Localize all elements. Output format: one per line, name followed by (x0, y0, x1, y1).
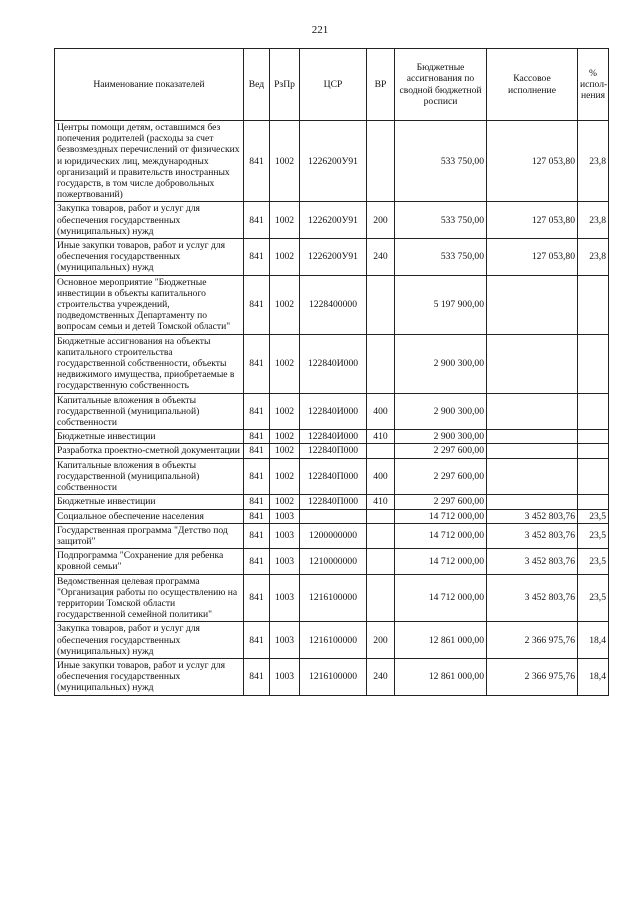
row-rzpr: 1002 (270, 275, 300, 334)
row-cash: 3 452 803,76 (487, 549, 578, 574)
row-name: Иные закупки товаров, работ и услуг для обеспечения государственных (муниципальных) нужд (55, 239, 244, 276)
header-budget: Бюджетные ассигнования по сводной бюджетной росписи (395, 49, 487, 121)
table-row (55, 121, 609, 202)
row-rzpr: 1002 (270, 393, 300, 430)
row-ved: 841 (244, 239, 270, 276)
table-row (55, 622, 609, 659)
row-name: Государственная программа "Детство под защитой" (55, 523, 244, 548)
row-vr (367, 334, 395, 393)
row-csr: 1210000000 (300, 549, 367, 574)
header-vr: ВР (367, 49, 395, 121)
row-budget: 533 750,00 (395, 121, 487, 202)
table-row (55, 523, 609, 548)
row-csr: 1200000000 (300, 523, 367, 548)
row-budget: 14 712 000,00 (395, 574, 487, 622)
row-vr (367, 444, 395, 458)
row-name: Капитальные вложения в объекты государственной (муниципальной) собственности (55, 393, 244, 430)
row-percent: 23,5 (578, 523, 609, 548)
row-cash (487, 495, 578, 509)
table-header-row (55, 49, 609, 121)
row-csr: 1226200У91 (300, 202, 367, 239)
row-ved: 841 (244, 444, 270, 458)
row-csr: 1216100000 (300, 622, 367, 659)
row-ved: 841 (244, 622, 270, 659)
row-ved: 841 (244, 202, 270, 239)
row-budget: 12 861 000,00 (395, 622, 487, 659)
row-vr (367, 275, 395, 334)
row-budget: 14 712 000,00 (395, 509, 487, 523)
row-rzpr: 1002 (270, 202, 300, 239)
row-budget: 2 900 300,00 (395, 430, 487, 444)
row-vr (367, 121, 395, 202)
row-vr: 240 (367, 658, 395, 695)
row-ved: 841 (244, 121, 270, 202)
row-rzpr: 1002 (270, 430, 300, 444)
row-budget: 2 297 600,00 (395, 444, 487, 458)
row-vr: 400 (367, 458, 395, 495)
row-percent: 23,5 (578, 574, 609, 622)
row-percent (578, 275, 609, 334)
row-percent (578, 393, 609, 430)
row-csr: 122840И000 (300, 393, 367, 430)
row-rzpr: 1003 (270, 509, 300, 523)
budget-execution-table (54, 48, 609, 696)
row-ved: 841 (244, 275, 270, 334)
row-name: Основное мероприятие "Бюджетные инвестиции в объекты капитального строительства учреждений, подведомственных Департаменту по вопросам семьи и детей Томской области" (55, 275, 244, 334)
row-percent: 18,4 (578, 658, 609, 695)
row-budget: 14 712 000,00 (395, 549, 487, 574)
row-rzpr: 1003 (270, 658, 300, 695)
row-csr: 122840И000 (300, 334, 367, 393)
row-rzpr: 1002 (270, 334, 300, 393)
row-cash (487, 334, 578, 393)
row-name: Ведомственная целевая программа "Организация работы по осуществлению на территории Томской области государственной семейной политики" (55, 574, 244, 622)
row-cash: 127 053,80 (487, 121, 578, 202)
row-csr: 1228400000 (300, 275, 367, 334)
header-cash: Кассовое исполнение (487, 49, 578, 121)
row-vr: 400 (367, 393, 395, 430)
row-percent: 23,8 (578, 239, 609, 276)
row-budget: 533 750,00 (395, 202, 487, 239)
page-number: 221 (311, 24, 329, 36)
row-ved: 841 (244, 334, 270, 393)
row-percent (578, 430, 609, 444)
row-budget: 2 297 600,00 (395, 495, 487, 509)
row-cash (487, 275, 578, 334)
table-row (55, 334, 609, 393)
table-row (55, 430, 609, 444)
row-csr: 1226200У91 (300, 121, 367, 202)
row-name: Иные закупки товаров, работ и услуг для обеспечения государственных (муниципальных) нужд (55, 658, 244, 695)
row-percent: 23,5 (578, 549, 609, 574)
row-vr: 410 (367, 495, 395, 509)
row-cash: 127 053,80 (487, 202, 578, 239)
row-csr: 122840И000 (300, 430, 367, 444)
row-budget: 2 297 600,00 (395, 458, 487, 495)
row-name: Капитальные вложения в объекты государственной (муниципальной) собственности (55, 458, 244, 495)
row-rzpr: 1002 (270, 444, 300, 458)
table-body (55, 121, 609, 696)
row-budget: 533 750,00 (395, 239, 487, 276)
row-percent: 23,8 (578, 121, 609, 202)
row-csr: 122840П000 (300, 444, 367, 458)
row-percent (578, 495, 609, 509)
row-budget: 14 712 000,00 (395, 523, 487, 548)
row-vr: 200 (367, 622, 395, 659)
row-cash: 2 366 975,76 (487, 658, 578, 695)
row-percent (578, 458, 609, 495)
row-rzpr: 1003 (270, 549, 300, 574)
row-name: Закупка товаров, работ и услуг для обеспечения государственных (муниципальных) нужд (55, 622, 244, 659)
header-ved: Вед (244, 49, 270, 121)
row-rzpr: 1003 (270, 622, 300, 659)
row-percent: 23,8 (578, 202, 609, 239)
row-percent (578, 334, 609, 393)
row-vr (367, 523, 395, 548)
table-row (55, 658, 609, 695)
row-name: Бюджетные инвестиции (55, 430, 244, 444)
row-budget: 5 197 900,00 (395, 275, 487, 334)
row-budget: 2 900 300,00 (395, 334, 487, 393)
header-rzpr: РзПр (270, 49, 300, 121)
row-name: Разработка проектно-сметной документации (55, 444, 244, 458)
row-ved: 841 (244, 509, 270, 523)
row-rzpr: 1003 (270, 574, 300, 622)
row-vr: 240 (367, 239, 395, 276)
table-row (55, 444, 609, 458)
row-percent (578, 444, 609, 458)
row-csr (300, 509, 367, 523)
row-ved: 841 (244, 495, 270, 509)
row-ved: 841 (244, 658, 270, 695)
row-cash: 3 452 803,76 (487, 509, 578, 523)
table-row (55, 495, 609, 509)
table-row (55, 239, 609, 276)
row-percent: 23,5 (578, 509, 609, 523)
row-cash: 3 452 803,76 (487, 574, 578, 622)
row-name: Социальное обеспечение населения (55, 509, 244, 523)
row-ved: 841 (244, 458, 270, 495)
row-csr: 122840П000 (300, 458, 367, 495)
row-cash (487, 444, 578, 458)
row-cash: 3 452 803,76 (487, 523, 578, 548)
row-ved: 841 (244, 523, 270, 548)
row-cash (487, 393, 578, 430)
row-vr (367, 574, 395, 622)
row-name: Закупка товаров, работ и услуг для обеспечения государственных (муниципальных) нужд (55, 202, 244, 239)
table-row (55, 202, 609, 239)
row-rzpr: 1002 (270, 121, 300, 202)
row-cash: 127 053,80 (487, 239, 578, 276)
row-cash (487, 430, 578, 444)
row-vr (367, 509, 395, 523)
row-csr: 122840П000 (300, 495, 367, 509)
header-name: Наименование показателей (55, 49, 244, 121)
table-row (55, 458, 609, 495)
row-rzpr: 1003 (270, 523, 300, 548)
row-ved: 841 (244, 574, 270, 622)
row-vr: 200 (367, 202, 395, 239)
row-ved: 841 (244, 393, 270, 430)
row-vr: 410 (367, 430, 395, 444)
row-name: Подпрограмма "Сохранение для ребенка кровной семьи" (55, 549, 244, 574)
row-cash (487, 458, 578, 495)
row-percent: 18,4 (578, 622, 609, 659)
row-name: Бюджетные ассигнования на объекты капитального строительства государственной собственности, объекты недвижимого имущества, приобретаемые в государственную собственность (55, 334, 244, 393)
row-budget: 2 900 300,00 (395, 393, 487, 430)
row-cash: 2 366 975,76 (487, 622, 578, 659)
row-csr: 1216100000 (300, 574, 367, 622)
header-csr: ЦСР (300, 49, 367, 121)
table-row (55, 574, 609, 622)
row-budget: 12 861 000,00 (395, 658, 487, 695)
row-name: Бюджетные инвестиции (55, 495, 244, 509)
row-csr: 1216100000 (300, 658, 367, 695)
table-row (55, 509, 609, 523)
row-ved: 841 (244, 430, 270, 444)
table-row (55, 393, 609, 430)
row-rzpr: 1002 (270, 239, 300, 276)
row-vr (367, 549, 395, 574)
table-row (55, 275, 609, 334)
table-row (55, 549, 609, 574)
row-ved: 841 (244, 549, 270, 574)
header-percent: % испол- нения (578, 49, 609, 121)
row-rzpr: 1002 (270, 495, 300, 509)
row-csr: 1226200У91 (300, 239, 367, 276)
row-rzpr: 1002 (270, 458, 300, 495)
row-name: Центры помощи детям, оставшимся без попечения родителей (расходы за счет безвозмездных перечислений от физических и юридических лиц, международных организаций и правительств иностранных государств, в том числе добровольных пожертвований) (55, 121, 244, 202)
